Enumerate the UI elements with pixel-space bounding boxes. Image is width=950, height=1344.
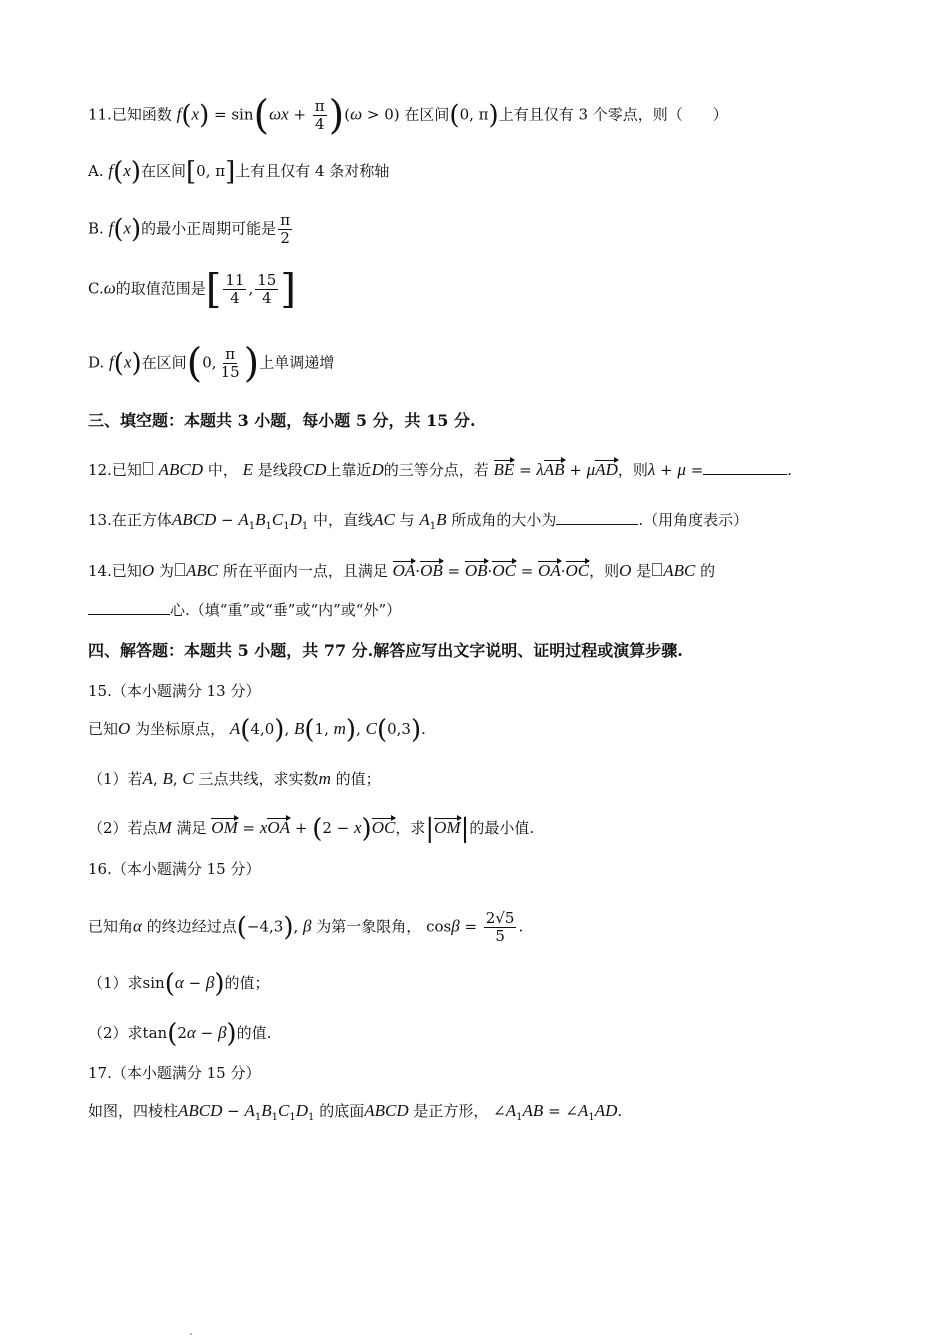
section3-heading: 三、填空题：本题共 3 小题，每小题 5 分，共 15 分. [88, 411, 476, 430]
q17-title: 17.（本小题满分 15 分） [88, 1064, 261, 1082]
q14-line2: 心.（填“重”或“垂”或“内”或“外”） [88, 599, 401, 621]
q15-title: 15.（本小题满分 13 分） [88, 682, 261, 700]
q16-title: 16.（本小题满分 15 分） [88, 860, 261, 878]
q16-stem: 已知角α 的终边经过点(−4,3), β 为第一象限角， cosβ = $\frac{2√5}{5}$ . [88, 909, 524, 945]
page-speck [190, 1333, 192, 1335]
q16-part1: （1）求sin(α − β)的值； [88, 969, 270, 999]
q15-part1: （1）若A, B, C 三点共线，求实数m 的值； [88, 769, 381, 788]
q11-option-b: B. f(x)的最小正周期可能是 $\frac{\pi}{2}$ [88, 211, 291, 247]
q13: 13.在正方体ABCD − $A_1B_1C_1D_1$ 中，直线AC 与 $A_1B$ 所成角的大小为 .（用角度表示） [88, 510, 749, 532]
q11-option-c: C.ω的取值范围是[ $\frac{11}{4}$ , $\frac{15}{4}$ ] [88, 266, 296, 313]
q15-stem: 已知O 为坐标原点， A(4,0), B(1, m), C(0,3). [88, 715, 426, 745]
q14-line1: 14.已知O 为 ABC 所在平面内一点，且满足 OA·OB = OB·OC = OA·OC，则O 是 ABC 的 [88, 561, 716, 580]
q15-part2: （2）若点M 满足 OM = xOA + (2 − x)OC，求|OM|的最小值. [88, 814, 535, 844]
q11-option-a: A. f(x)在区间[0, π]上有且仅有 4 条对称轴 [88, 157, 390, 187]
section4-heading: 四、解答题：本题共 5 小题，共 77 分.解答应写出文字说明、证明过程或演算步骤. [88, 641, 683, 660]
q16-part2: （2）求tan(2α − β)的值. [88, 1019, 272, 1049]
q11-option-d: D. f(x)在区间(0, $\frac{\pi}{15}$ )上单调递增 [88, 340, 335, 387]
q17-stem: 如图，四棱柱ABCD − $A_1B_1C_1D_1$ 的底面ABCD 是正方形， $\angle A_1AB$ = $\angle A_1AD$. [88, 1101, 623, 1123]
q12: 12.已知 ABCD 中， E 是线段CD上靠近D的三等分点，若 BE = λAB + μAD，则λ + μ = . [88, 460, 793, 479]
q11-stem: 11.已知函数 f(x) = sin(ωx + $\frac{\pi}{4}$ )(ω > 0) 在区间(0, π)上有且仅有 3 个零点，则（ ） [88, 92, 728, 139]
